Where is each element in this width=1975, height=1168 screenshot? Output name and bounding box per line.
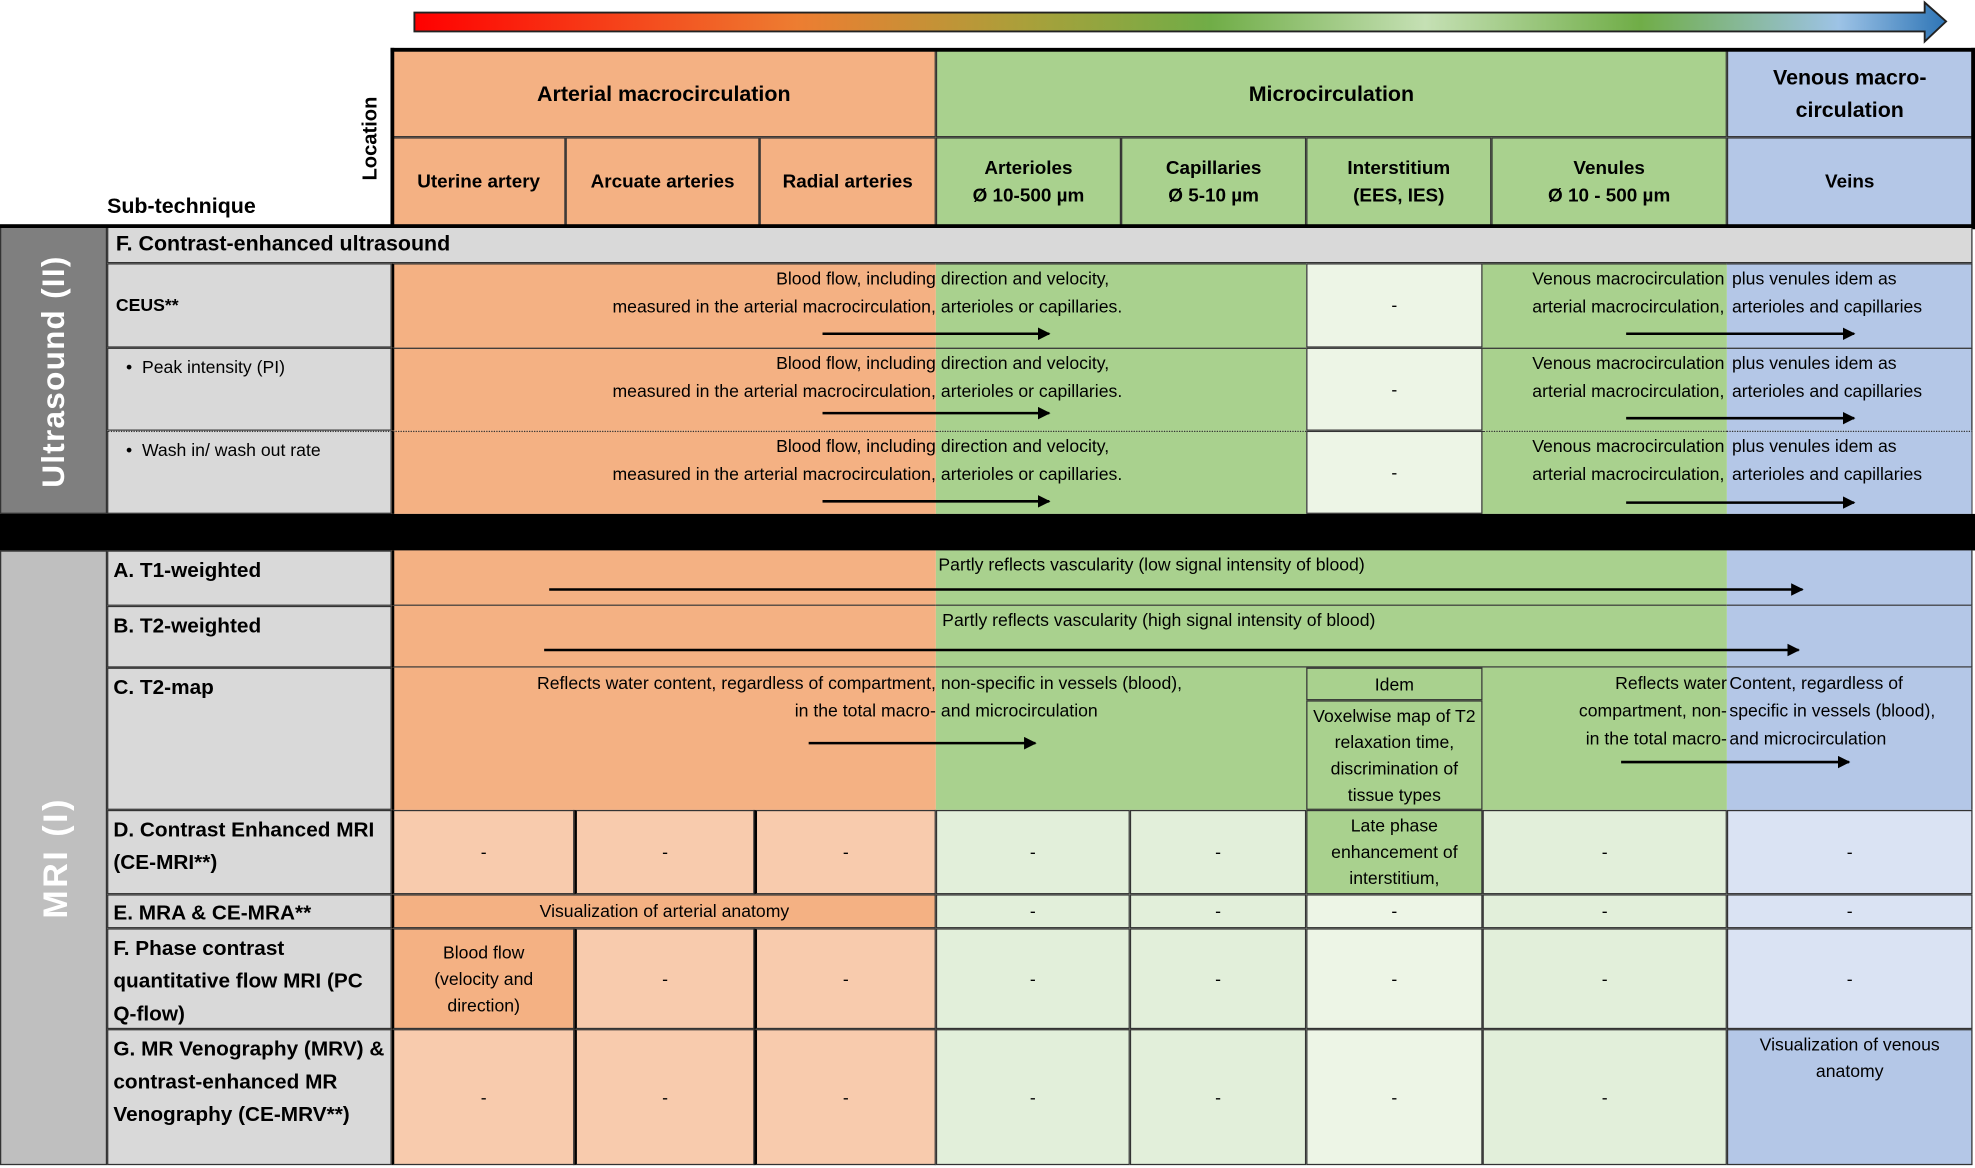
section-separator <box>0 514 1975 551</box>
text-line: Venous macrocirculation <box>1532 435 1725 456</box>
cell-venules: - <box>1483 810 1727 894</box>
cell-arterioles: - <box>936 928 1130 1029</box>
cell-arterioles: - <box>936 894 1130 928</box>
t2-description: Partly reflects vascularity (high signal intensity of blood) <box>942 609 1376 630</box>
cell-interstitium: - <box>1306 1029 1482 1165</box>
text-line: in the total macro- <box>794 700 936 721</box>
col-label: Uterine artery <box>417 170 541 193</box>
cell-uterine: - <box>392 1029 575 1165</box>
group-arterial: Arterial macrocirculation <box>392 50 936 137</box>
text-line: and microcirculation <box>1729 728 1887 749</box>
text-micro <box>941 349 1122 404</box>
cell-interstitium: - <box>1306 928 1482 1029</box>
text-veins <box>1732 432 1922 487</box>
text-venules <box>1475 669 1727 752</box>
text-micro <box>941 432 1122 487</box>
text-line: measured in the arterial macrocirculation, <box>612 380 936 401</box>
text-venules <box>1347 265 1725 320</box>
header-bottom-border <box>0 224 1975 228</box>
col-radial-arteries <box>760 137 936 226</box>
location-label-cell <box>359 50 392 226</box>
text-line: Venous macrocirculation <box>1532 268 1725 289</box>
cell-uterine: - <box>392 810 575 894</box>
cell-interstitium: - <box>1306 263 1482 347</box>
text-arterial <box>432 265 936 320</box>
text-line: Venous macrocirculation <box>1532 352 1725 373</box>
cell-capillaries: - <box>1130 1029 1306 1165</box>
text-line: Reflects water <box>1615 672 1727 693</box>
cell-interstitium-voxelwise: Voxelwise map of T2 relaxation time, discrimination of tissue types <box>1306 700 1482 810</box>
text-line: in the total macro- <box>1585 728 1727 749</box>
text-micro <box>941 265 1122 320</box>
cell-interstitium: Late phase enhancement of interstitium, <box>1306 810 1482 894</box>
row-label-peak-intensity <box>107 348 392 431</box>
cell-uterine: Blood flow (velocity and direction) <box>392 928 575 1029</box>
col-venules <box>1491 137 1727 226</box>
cell-radial: - <box>755 1029 936 1165</box>
row-label-wash-rate <box>107 431 392 514</box>
gradient-arrow <box>403 0 1965 45</box>
cell-interstitium-idem: Idem <box>1306 668 1482 701</box>
text-veins <box>1729 669 1935 752</box>
col-label: Arterioles <box>984 156 1073 179</box>
row-label-mrv: G. MR Venography (MRV) & contrast-enhanced MR Venography (CE-MRV**) <box>107 1029 392 1165</box>
row-label-t2: B. T2-weighted <box>107 606 392 668</box>
text-venules <box>1347 432 1725 487</box>
cell-radial: - <box>755 810 936 894</box>
text-arterial <box>306 669 936 724</box>
cell-arterial-anatomy: Visualization of arterial anatomy <box>392 894 936 928</box>
row-label-pcflow: F. Phase contrast quantitative flow MRI (PC Q-flow) <box>107 928 392 1029</box>
text-line: arterial macrocirculation, <box>1532 463 1725 484</box>
cell-veins <box>1727 606 1973 668</box>
text-line: plus venules idem as <box>1731 435 1897 456</box>
row-label-cemri: D. Contrast Enhanced MRI (CE-MRI**) <box>107 810 392 894</box>
text-line: direction and velocity, <box>940 352 1110 373</box>
col-uterine-artery <box>392 137 566 226</box>
text-line: specific in vessels (blood), <box>1729 700 1936 721</box>
col-label: Interstitium <box>1347 156 1451 179</box>
cell-arterioles: - <box>936 1029 1130 1165</box>
cell-arcuate: - <box>574 810 754 894</box>
bullet-icon: • <box>125 439 142 460</box>
mri-band-label: MRI (I) <box>36 797 75 919</box>
col-label: Radial arteries <box>782 170 913 193</box>
label-text: Wash in/ wash out rate <box>141 439 321 460</box>
text-line: arterial macrocirculation, <box>1532 380 1725 401</box>
cell-veins: - <box>1727 894 1973 928</box>
text-line: Content, regardless of <box>1729 672 1903 693</box>
cell-capillaries: - <box>1130 894 1306 928</box>
cell-radial: - <box>755 928 936 1029</box>
cell-venules: - <box>1483 1029 1727 1165</box>
col-sublabel: Ø 10-500 µm <box>972 184 1085 206</box>
text-veins <box>1732 265 1922 320</box>
text-line: arterioles or capillaries. <box>940 296 1123 317</box>
cell-veins-venous-anatomy: Visualization of venous anatomy <box>1727 1029 1973 1165</box>
text-line: plus venules idem as <box>1731 352 1897 373</box>
cell-interstitium: - <box>1306 348 1482 431</box>
col-veins <box>1727 137 1973 226</box>
text-line: and microcirculation <box>940 700 1098 721</box>
group-venous: Venous macro-circulation <box>1727 50 1973 137</box>
col-label: Arcuate arteries <box>590 170 735 193</box>
col-sublabel: (EES, IES) <box>1353 184 1445 206</box>
cell-venules: - <box>1483 928 1727 1029</box>
cell-arcuate: - <box>574 928 754 1029</box>
text-line: direction and velocity, <box>940 435 1110 456</box>
text-line: arterial macrocirculation, <box>1532 296 1725 317</box>
col-arterioles <box>936 137 1121 226</box>
row-label-mra: E. MRA & CE-MRA** <box>107 894 392 928</box>
t1-description: Partly reflects vascularity (low signal intensity of blood) <box>938 554 1365 575</box>
ultrasound-band <box>0 227 107 514</box>
cell-venules: - <box>1483 894 1727 928</box>
text-venules <box>1347 349 1725 404</box>
col-label: Veins <box>1825 170 1875 193</box>
mri-band <box>0 550 107 1165</box>
text-line: Reflects water content, regardless of compartment, <box>536 672 936 693</box>
col-capillaries <box>1121 137 1306 226</box>
cell-arcuate: - <box>574 1029 754 1165</box>
header-right-border <box>1971 48 1975 229</box>
cell-arterioles: - <box>936 810 1130 894</box>
text-line: compartment, non- <box>1578 700 1727 721</box>
row-label-t2map: C. T2-map <box>107 668 392 810</box>
cell-arterial <box>392 606 936 668</box>
text-line: Blood flow, including <box>776 268 936 289</box>
col-sublabel: Ø 5-10 µm <box>1168 184 1259 206</box>
location-label: Location <box>360 96 382 181</box>
bullet-icon: • <box>125 356 142 377</box>
text-line: arterioles or capillaries. <box>940 380 1123 401</box>
text-line: arterioles and capillaries <box>1731 380 1923 401</box>
text-arterial <box>432 432 936 487</box>
header-left-border <box>390 48 394 229</box>
col-sublabel: Ø 10 - 500 µm <box>1548 184 1671 206</box>
ceus-section-title: F. Contrast-enhanced ultrasound <box>107 227 1972 264</box>
text-line: arterioles and capillaries <box>1731 296 1923 317</box>
ultrasound-band-label: Ultrasound (II) <box>36 255 72 488</box>
text-line: Blood flow, including <box>776 352 936 373</box>
cell-arterial <box>392 550 936 605</box>
text-line: non-specific in vessels (blood), <box>940 672 1183 693</box>
col-label: Venules <box>1573 156 1645 179</box>
label-text: Peak intensity (PI) <box>141 356 286 377</box>
text-line: arterioles and capillaries <box>1731 463 1923 484</box>
cell-interstitium: - <box>1306 431 1482 514</box>
text-veins <box>1732 349 1922 404</box>
text-line: Blood flow, including <box>776 435 936 456</box>
cell-interstitium: - <box>1306 894 1482 928</box>
cell-veins: - <box>1727 928 1973 1029</box>
row-label-ceus: CEUS** <box>107 263 392 347</box>
col-arcuate-arteries <box>566 137 760 226</box>
text-micro <box>941 669 1182 724</box>
text-arterial <box>432 349 936 404</box>
header-top-border <box>390 48 1975 52</box>
text-line: measured in the arterial macrocirculation, <box>612 463 936 484</box>
row-label-t1: A. T1-weighted <box>107 550 392 605</box>
text-line: plus venules idem as <box>1731 268 1897 289</box>
cell-veins: - <box>1727 810 1973 894</box>
text-line: arterioles or capillaries. <box>940 463 1123 484</box>
subtechnique-label: Sub-technique <box>107 193 256 218</box>
text-line: direction and velocity, <box>940 268 1110 289</box>
group-microcirculation: Microcirculation <box>936 50 1727 137</box>
cell-veins <box>1727 550 1973 605</box>
text-line: measured in the arterial macrocirculation, <box>612 296 936 317</box>
col-label: Capillaries <box>1165 156 1262 179</box>
cell-capillaries: - <box>1130 928 1306 1029</box>
cell-capillaries: - <box>1130 810 1306 894</box>
col-interstitium <box>1306 137 1491 226</box>
